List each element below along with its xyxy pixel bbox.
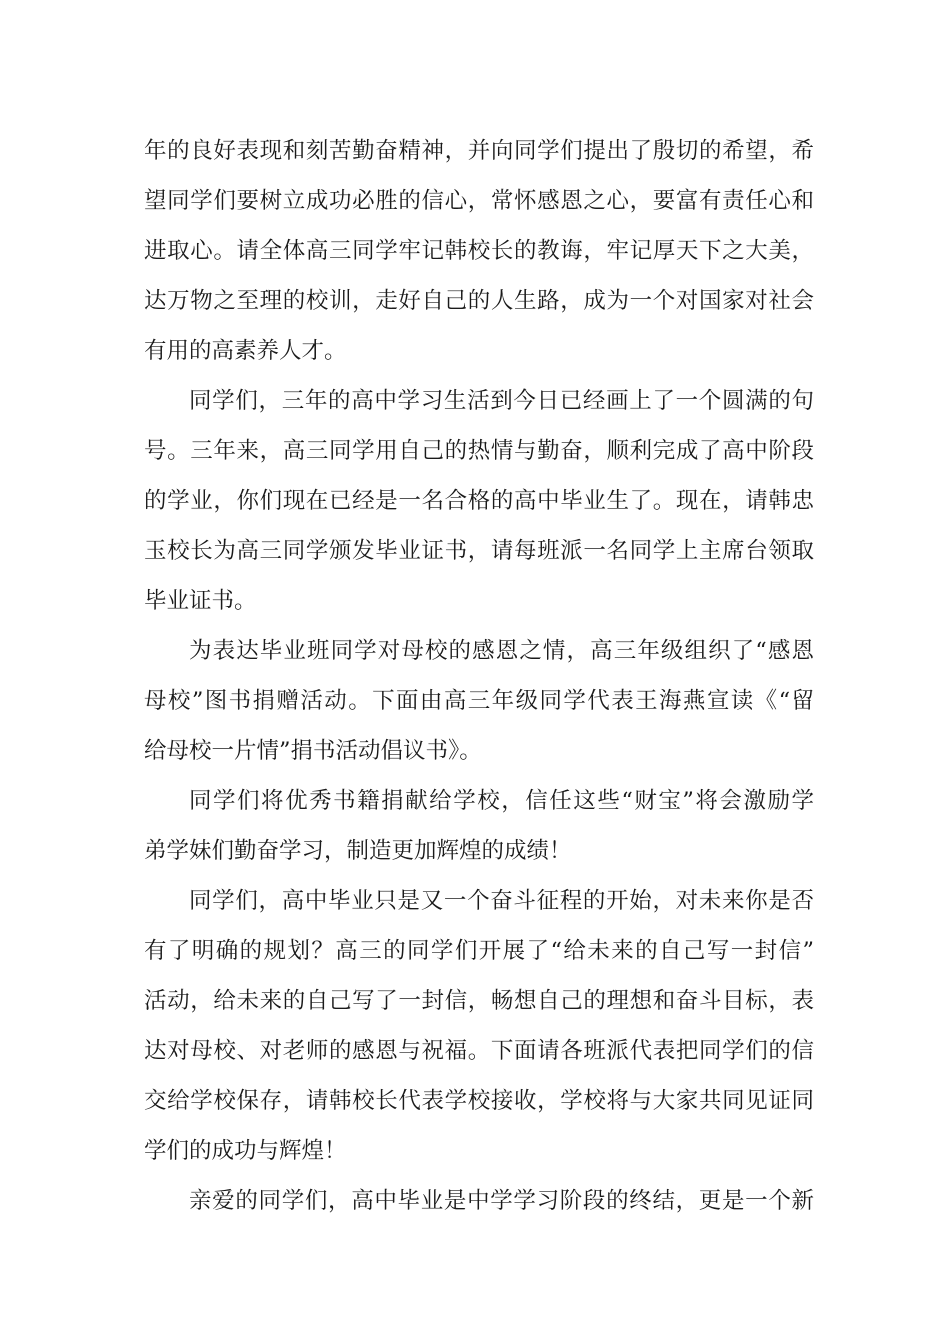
paragraph-line: 达万物之至理的校训，走好自己的人生路，成为一个对国家对社会 <box>144 288 814 314</box>
paragraph-line: 交给学校保存，请韩校长代表学校接收，学校将与大家共同见证同 <box>144 1088 814 1114</box>
paragraph-first-line: 亲爱的同学们，高中毕业是中学学习阶段的终结，更是一个新 <box>189 1188 814 1214</box>
paragraph-line: 望同学们要树立成功必胜的信心，常怀感恩之心，要富有责任心和 <box>144 188 814 214</box>
paragraph-first-line: 为表达毕业班同学对母校的感恩之情，高三年级组织了“感恩 <box>189 638 814 664</box>
paragraph-line: 年的良好表现和刻苦勤奋精神，并向同学们提出了殷切的希望，希 <box>144 138 814 164</box>
paragraph-line: 毕业证书。 <box>144 588 257 614</box>
paragraph-line: 弟学妹们勤奋学习，制造更加辉煌的成绩！ <box>144 838 572 864</box>
paragraph-line: 母校”图书捐赠活动。下面由高三年级同学代表王海燕宣读《“留 <box>144 688 814 714</box>
paragraph-line: 学们的成功与辉煌！ <box>144 1138 347 1164</box>
paragraph-line: 达对母校、对老师的感恩与祝福。下面请各班派代表把同学们的信 <box>144 1038 814 1064</box>
document-body <box>144 126 814 1226</box>
paragraph-line: 玉校长为高三同学颁发毕业证书，请每班派一名同学上主席台领取 <box>144 538 814 564</box>
paragraph-line: 的学业，你们现在已经是一名合格的高中毕业生了。现在，请韩忠 <box>144 488 814 514</box>
paragraph-line: 有了明确的规划？高三的同学们开展了“给未来的自己写一封信” <box>144 938 814 964</box>
paragraph-line: 进取心。请全体高三同学牢记韩校长的教诲，牢记厚天下之大美， <box>144 238 814 264</box>
paragraph-line: 有用的高素养人才。 <box>144 338 347 364</box>
paragraph-first-line: 同学们，高中毕业只是又一个奋斗征程的开始，对未来你是否 <box>189 888 814 914</box>
paragraph-first-line: 同学们将优秀书籍捐献给学校，信任这些“财宝”将会激励学 <box>189 788 814 814</box>
paragraph-line: 活动，给未来的自己写了一封信，畅想自己的理想和奋斗目标，表 <box>144 988 814 1014</box>
paragraph-line: 给母校一片情”捐书活动倡议书》。 <box>144 738 482 764</box>
paragraph-line: 号。三年来，高三同学用自己的热情与勤奋，顺利完成了高中阶段 <box>144 438 814 464</box>
paragraph-first-line: 同学们，三年的高中学习生活到今日已经画上了一个圆满的句 <box>189 388 814 414</box>
